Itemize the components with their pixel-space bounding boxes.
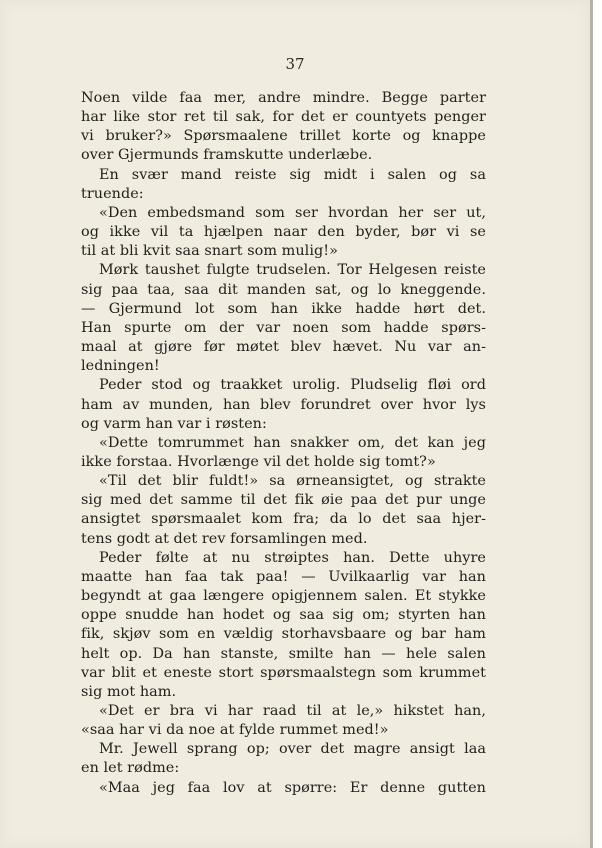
text-line: en let rødme: — [81, 760, 180, 777]
text-line: fik, skjøv som en vældig storhavsbaare og bar ham — [81, 626, 486, 643]
text-line: Peder følte at nu strøiptes han. Dette uhyre — [99, 549, 486, 566]
text-line: ledningen! — [81, 358, 160, 375]
text-line: oppe snudde han hodet og saa sig om; styrten han — [81, 607, 486, 624]
text-line: sig paa taa, saa dit manden sat, og lo kneggende. — [81, 281, 486, 298]
text-line: «Dette tomrummet han snakker om, det kan jeg — [99, 434, 486, 451]
text-line: maal at gjøre før møtet blev hævet. Nu var an- — [81, 339, 486, 356]
text-line: har like stor ret til sak, for det er countyets penger — [81, 109, 486, 126]
text-line: og ikke vil ta hjælpen naar den byder, bør vi se — [81, 224, 486, 241]
text-line: truende: — [81, 185, 144, 202]
text-line: og varm han var i røsten: — [81, 415, 267, 432]
text-line: var blit et eneste stort spørsmaalstegn som krummet — [81, 664, 486, 681]
page-number: 37 — [285, 55, 305, 73]
text-line: Noen vilde faa mer, andre mindre. Begge parter — [81, 90, 486, 106]
text-line: «saa har vi da noe at fylde rummet med!» — [81, 722, 389, 739]
text-line: Han spurte om der var noen som hadde spørs- — [81, 319, 486, 336]
text-line: — Gjermund lot som han ikke hadde hørt det. — [81, 300, 486, 317]
text-line: sig med det samme til det fik øie paa det pur unge — [81, 492, 486, 509]
text-line: tens godt at det rev forsamlingen med. — [81, 530, 368, 547]
text-line: til at bli kvit saa snart som mulig!» — [81, 243, 338, 260]
text-line: ham av munden, han blev forundret over hvor lys — [81, 396, 486, 413]
text-line: sig mot ham. — [81, 683, 177, 700]
text-line: «Til det blir fuldt!» sa ørneansigtet, og strakte — [99, 473, 486, 490]
text-line: «Det er bra vi har raad til at le,» hikstet han, — [99, 703, 486, 719]
body-text — [81, 89, 486, 798]
text-line: En svær mand reiste sig midt i salen og sa — [99, 166, 486, 183]
text-line: Mr. Jewell sprang op; over det magre ansigt laa — [99, 741, 486, 758]
text-line: «Maa jeg faa lov at spørre: Er denne gutten — [99, 779, 486, 796]
text-line: Peder stod og traakket urolig. Pludselig fløi ord — [99, 377, 486, 394]
text-line: over Gjermunds framskutte underlæbe. — [81, 147, 373, 164]
text-line: Mørk taushet fulgte trudselen. Tor Helgesen reiste — [99, 262, 486, 279]
text-line: maatte han faa tak paa! — Uvilkaarlig var han — [81, 568, 486, 585]
text-line: «Den embedsmand som ser hvordan her ser ut, — [99, 204, 486, 221]
text-line: vi bruker?» Spørsmaalene trillet korte og knappe — [81, 128, 486, 145]
text-line: ikke forstaa. Hvorlænge vil det holde sig tomt?» — [81, 453, 436, 470]
text-line: ansigtet spørsmaalet kom fra; da lo det saa hjer- — [81, 511, 486, 528]
text-line: begyndt at gaa længere opigjennem salen. Et stykke — [81, 588, 486, 605]
text-line: helt op. Da han stanste, smilte han — hele salen — [81, 645, 486, 662]
